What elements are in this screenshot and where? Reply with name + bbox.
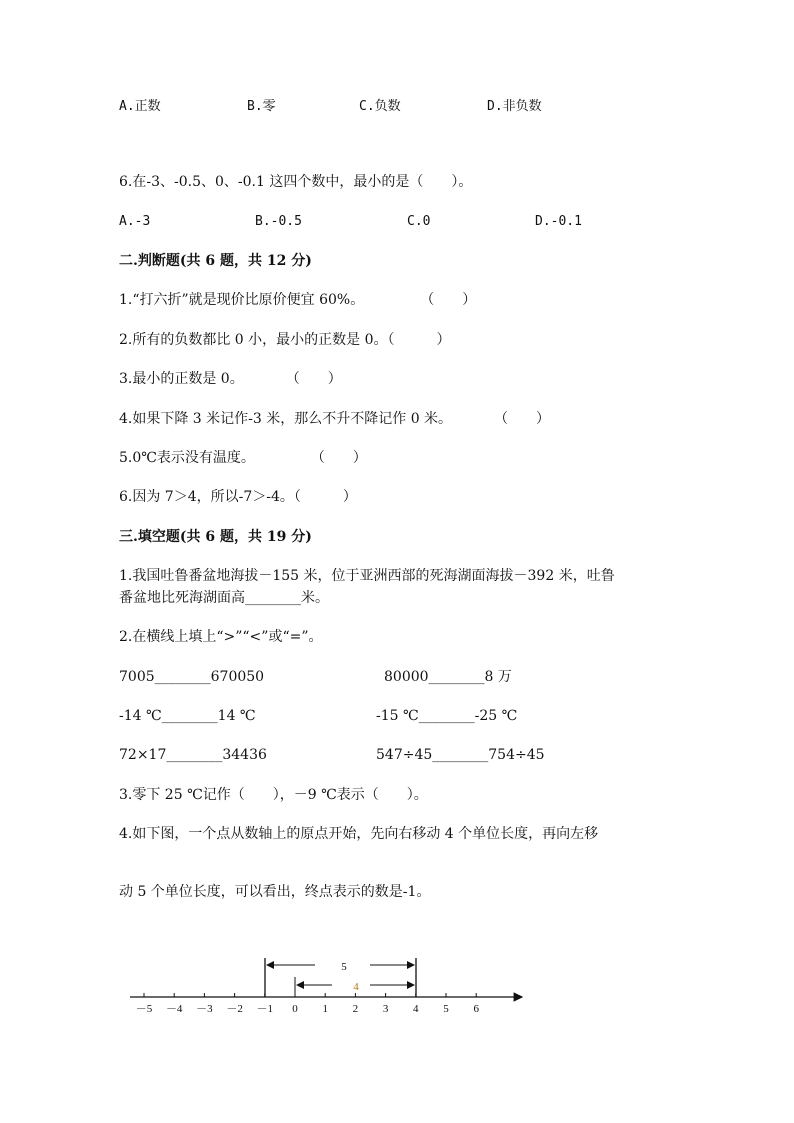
- fill-q1-line1: 1.我国吐鲁番盆地海拔－155 米，位于亚洲西部的死海湖面海拔－392 米，吐鲁: [119, 568, 615, 584]
- compare-2-right: -15 ℃________-25 ℃: [376, 708, 518, 724]
- fill-q3: 3.零下 25 ℃记作（ ），－9 ℃表示（ ）。: [119, 787, 428, 803]
- fill-q1-line2: 番盆地比死海湖面高________米。: [119, 590, 329, 606]
- tick-label: 6: [473, 1003, 479, 1015]
- q5-option-c: C.负数: [359, 99, 401, 114]
- q5-option-a: A.正数: [119, 99, 161, 114]
- tick-label: －5: [135, 1003, 153, 1015]
- compare-1-right: 80000________8 万: [384, 669, 512, 685]
- q6-option-d: D.-0.1: [535, 214, 582, 229]
- number-line-figure: [120, 950, 540, 1025]
- tick-label: 2: [352, 1003, 359, 1015]
- section2-title: 二.判断题(共 6 题，共 12 分): [119, 253, 312, 269]
- judge-item-4: 4.如果下降 3 米记作-3 米，那么不升不降记作 0 米。 （ ）: [119, 411, 551, 427]
- judge-item-3: 3.最小的正数是 0。 （ ）: [119, 371, 342, 387]
- fill-q4-line2: 动 5 个单位长度，可以看出，终点表示的数是-1。: [119, 884, 431, 900]
- compare-1-left: 7005________670050: [119, 669, 265, 685]
- compare-3-right: 547÷45________754÷45: [376, 747, 545, 763]
- tick-label: 5: [443, 1003, 449, 1015]
- tick-label: 1: [322, 1003, 328, 1015]
- q6-option-c: C.0: [407, 214, 431, 229]
- q6-stem: 6.在-3、-0.5、0、-0.1 这四个数中，最小的是（ ）。: [119, 174, 473, 190]
- judge-item-5: 5.0℃表示没有温度。 （ ）: [119, 450, 367, 466]
- q6-option-a: A.-3: [119, 214, 151, 229]
- tick-label: －3: [196, 1003, 213, 1015]
- judge-item-2: 2.所有的负数都比 0 小，最小的正数是 0。（ ）: [119, 332, 451, 348]
- tick-label: －1: [256, 1003, 274, 1015]
- q6-option-b: B.-0.5: [255, 214, 302, 229]
- fill-q2-stem: 2.在横线上填上“>”“<”或“=”。: [119, 629, 323, 645]
- tick-label: 4: [413, 1003, 419, 1015]
- q5-option-d: D.非负数: [487, 99, 542, 114]
- arrow-4-label: 4: [353, 981, 359, 993]
- tick-label: －4: [165, 1003, 183, 1015]
- fill-q4-line1: 4.如下图，一个点从数轴上的原点开始，先向右移动 4 个单位长度，再向左移: [119, 826, 599, 842]
- compare-3-left: 72×17________34436: [119, 747, 267, 763]
- tick-label: 0: [292, 1003, 298, 1015]
- section3-title: 三.填空题(共 6 题，共 19 分): [119, 529, 312, 545]
- q5-option-b: B.零: [247, 99, 276, 114]
- judge-item-6: 6.因为 7＞4，所以-7＞-4。（ ）: [119, 489, 357, 505]
- tick-label: －2: [226, 1003, 243, 1015]
- judge-item-1: 1.“打六折”就是现价比原价便宜 60%。 （ ）: [119, 292, 477, 308]
- compare-2-left: -14 ℃________14 ℃: [119, 708, 256, 724]
- arrow-5-label: 5: [341, 961, 347, 973]
- tick-label: 3: [382, 1003, 389, 1015]
